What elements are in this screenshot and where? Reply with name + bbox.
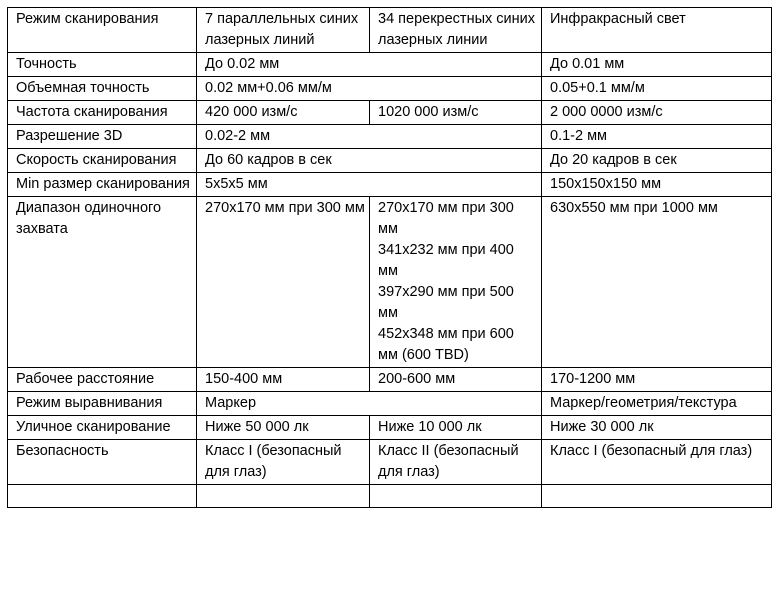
col2-value-cell: Ниже 10 000 лк	[370, 416, 542, 440]
header-label-cell: Режим сканирования	[8, 8, 197, 53]
blue-value-cell: 0.02-2 мм	[197, 125, 542, 149]
empty-cell	[370, 485, 542, 508]
blue-value-cell: До 0.02 мм	[197, 53, 542, 77]
col3-value-cell: 2 000 0000 изм/с	[542, 101, 772, 125]
table-row-volumetric	[8, 77, 772, 101]
blue-value-cell: 5х5х5 мм	[197, 173, 542, 197]
table-row-working-distance	[8, 368, 772, 392]
ir-value-cell: До 20 кадров в сек	[542, 149, 772, 173]
table-row-empty	[8, 485, 772, 508]
spec-table	[7, 7, 772, 508]
capture-range-line: 397х290 мм при 500 мм	[378, 284, 514, 321]
header-col3-cell: Инфракрасный свет	[542, 8, 772, 53]
row-label: Объемная точность	[8, 77, 197, 101]
col1-value-cell: 270х170 мм при 300 мм	[197, 197, 370, 368]
blue-value-cell: До 60 кадров в сек	[197, 149, 542, 173]
table-row-accuracy	[8, 53, 772, 77]
col1-value-cell: 420 000 изм/с	[197, 101, 370, 125]
row-label: Диапазон одиночного захвата	[8, 197, 197, 368]
row-label: Безопасность	[8, 440, 197, 485]
row-label: Уличное сканирование	[8, 416, 197, 440]
ir-value-cell: Маркер/геометрия/текстура	[542, 392, 772, 416]
col3-value-cell: Класс I (безопасный для глаз)	[542, 440, 772, 485]
table-row-safety	[8, 440, 772, 485]
table-row-resolution	[8, 125, 772, 149]
row-label: Разрешение 3D	[8, 125, 197, 149]
col3-value-cell: 170-1200 мм	[542, 368, 772, 392]
col2-value-cell: 200-600 мм	[370, 368, 542, 392]
header-col2-cell: 34 перекрестных синих лазерных линии	[370, 8, 542, 53]
row-label: Частота сканирования	[8, 101, 197, 125]
table-row-alignment	[8, 392, 772, 416]
ir-value-cell: 0.1-2 мм	[542, 125, 772, 149]
ir-value-cell: 0.05+0.1 мм/м	[542, 77, 772, 101]
header-col1-cell: 7 параллельных синих лазерных линий	[197, 8, 370, 53]
row-label: Точность	[8, 53, 197, 77]
col1-value-cell: 150-400 мм	[197, 368, 370, 392]
col2-value-cell: 1020 000 изм/с	[370, 101, 542, 125]
col2-value-cell	[370, 197, 542, 368]
empty-cell	[542, 485, 772, 508]
blue-value-cell: Маркер	[197, 392, 542, 416]
capture-range-line: 341х232 мм при 400 мм	[378, 242, 514, 279]
row-label: Min размер сканирования	[8, 173, 197, 197]
row-label: Рабочее расстояние	[8, 368, 197, 392]
col3-value-cell: 630х550 мм при 1000 мм	[542, 197, 772, 368]
empty-cell	[197, 485, 370, 508]
capture-range-line: 452х348 мм при 600 мм (600 TBD)	[378, 326, 514, 363]
table-row-capture-range	[8, 197, 772, 368]
capture-range-line: 270х170 мм при 300 мм	[378, 200, 514, 237]
table-row-min-size	[8, 173, 772, 197]
table-row-header	[8, 8, 772, 53]
table-row-outdoor	[8, 416, 772, 440]
empty-cell	[8, 485, 197, 508]
blue-value-cell: 0.02 мм+0.06 мм/м	[197, 77, 542, 101]
col3-value-cell: Ниже 30 000 лк	[542, 416, 772, 440]
ir-value-cell: 150х150х150 мм	[542, 173, 772, 197]
table-row-scan-rate	[8, 101, 772, 125]
col1-value-cell: Ниже 50 000 лк	[197, 416, 370, 440]
row-label: Режим выравнивания	[8, 392, 197, 416]
row-label: Скорость сканирования	[8, 149, 197, 173]
col2-value-cell: Класс II (безопасный для глаз)	[370, 440, 542, 485]
table-row-speed	[8, 149, 772, 173]
ir-value-cell: До 0.01 мм	[542, 53, 772, 77]
col1-value-cell: Класс I (безопасный для глаз)	[197, 440, 370, 485]
